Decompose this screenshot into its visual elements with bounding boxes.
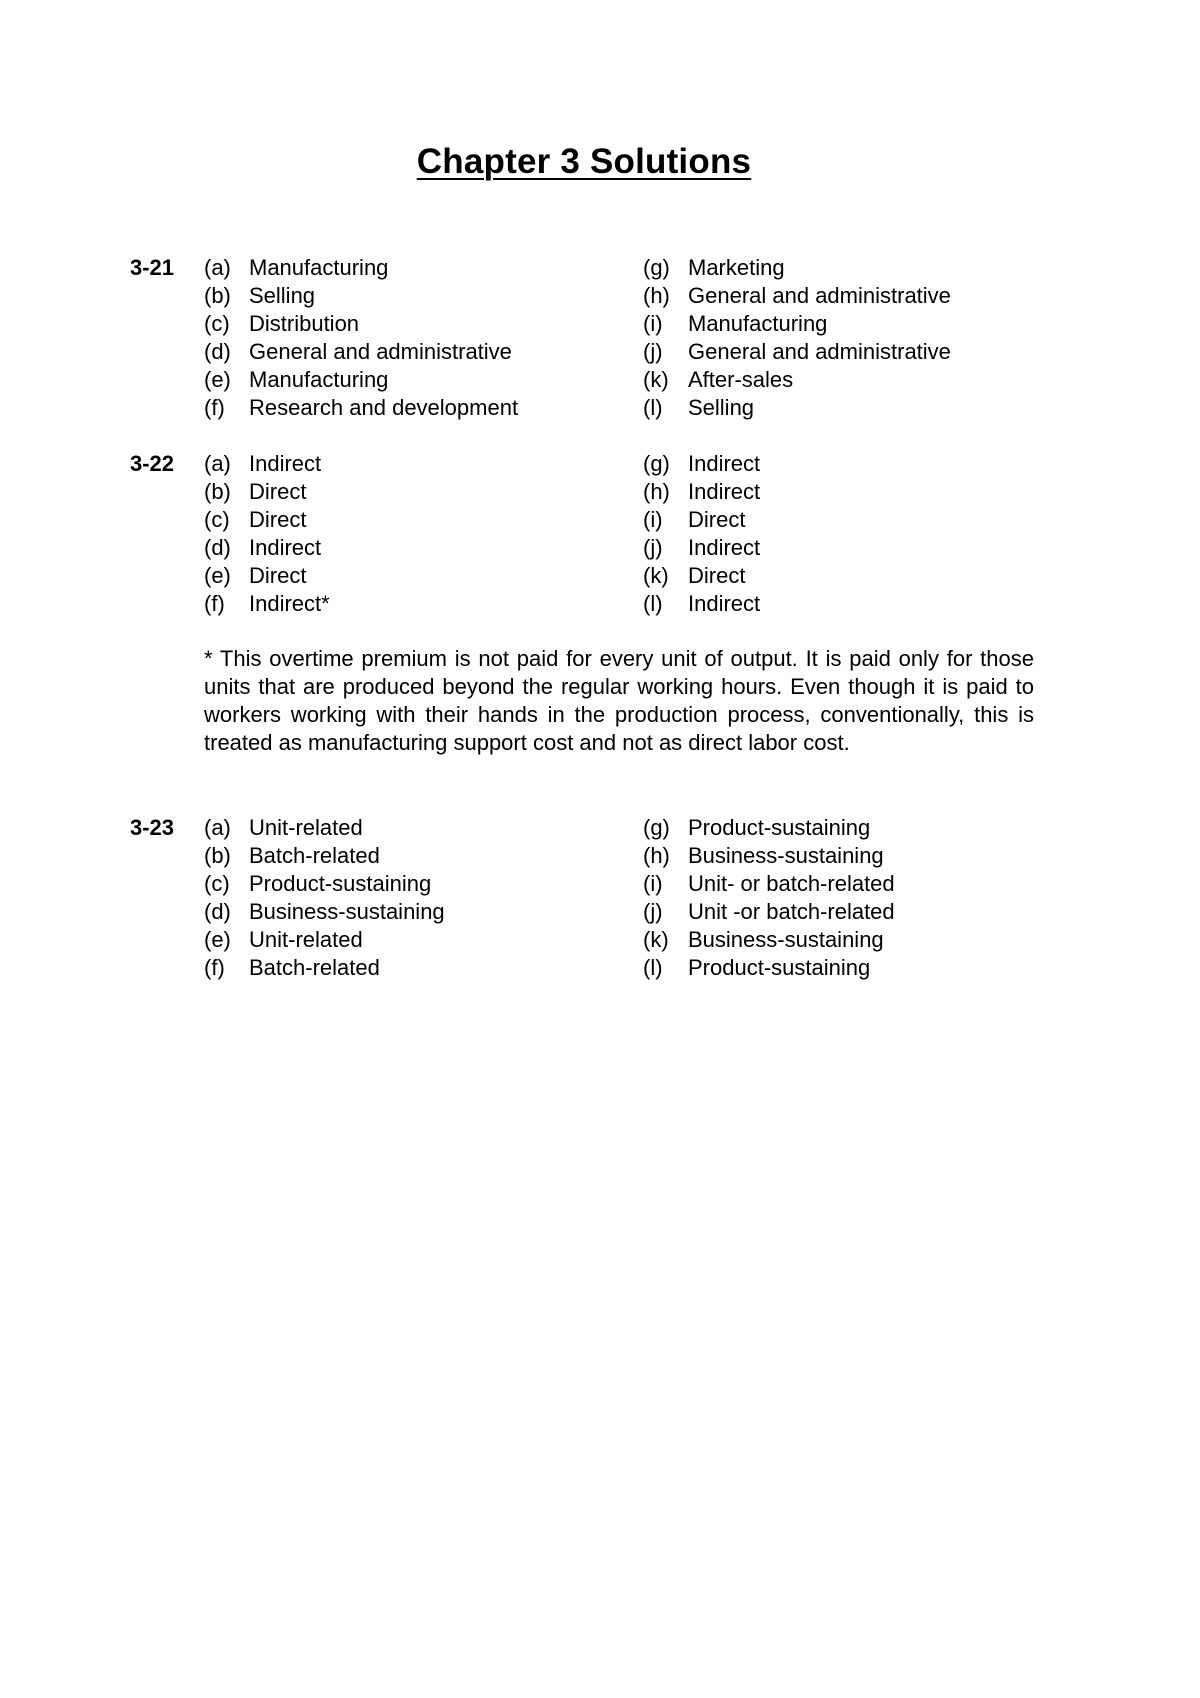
answer-text: Indirect — [688, 451, 761, 476]
answer-item — [204, 954, 445, 982]
answer-letter: (e) — [204, 927, 231, 952]
answer-letter: (d) — [204, 535, 231, 560]
answer-letter: (k) — [643, 563, 669, 588]
answer-text: Manufacturing — [249, 255, 389, 280]
answer-text: Direct — [688, 563, 746, 588]
answer-text: Manufacturing — [249, 367, 389, 392]
answer-text: Batch-related — [249, 843, 380, 868]
answer-item — [204, 310, 518, 338]
answer-item — [204, 534, 330, 562]
answer-text: General and administrative — [688, 339, 951, 364]
answer-text: Indirect* — [249, 591, 330, 616]
answer-column-left — [204, 814, 445, 982]
answer-item — [643, 254, 951, 282]
answer-text: After-sales — [688, 367, 794, 392]
answer-item — [643, 366, 951, 394]
answer-text: Indirect — [249, 535, 322, 560]
answer-letter: (c) — [204, 311, 230, 336]
answer-letter: (c) — [204, 871, 230, 896]
answer-item — [643, 562, 760, 590]
answer-text: Indirect — [688, 535, 761, 560]
answer-item — [643, 954, 895, 982]
answer-column-left — [204, 254, 518, 422]
answer-text: Selling — [688, 395, 755, 420]
answer-item — [643, 478, 760, 506]
answer-letter: (k) — [643, 367, 669, 392]
answer-letter: (b) — [204, 283, 231, 308]
answer-text: Business-sustaining — [688, 927, 884, 952]
answer-item — [204, 394, 518, 422]
answer-text: Direct — [688, 507, 746, 532]
answer-item — [204, 366, 518, 394]
answer-text: Indirect — [688, 479, 761, 504]
answer-text: Unit-related — [249, 927, 363, 952]
answer-letter: (a) — [204, 815, 231, 840]
answer-letter: (e) — [204, 367, 231, 392]
answer-letter: (c) — [204, 507, 230, 532]
answer-column-left — [204, 450, 330, 618]
answer-item — [643, 842, 895, 870]
answer-letter: (g) — [643, 451, 670, 476]
answer-item — [204, 562, 330, 590]
answer-letter: (j) — [643, 339, 663, 364]
answer-text: Product-sustaining — [688, 815, 871, 840]
answer-letter: (j) — [643, 535, 663, 560]
answer-text: Business-sustaining — [688, 843, 884, 868]
answer-letter: (j) — [643, 899, 663, 924]
answer-text: Product-sustaining — [249, 871, 432, 896]
answer-item — [204, 814, 445, 842]
answer-text: General and administrative — [249, 339, 512, 364]
answer-item — [643, 310, 951, 338]
answer-letter: (k) — [643, 927, 669, 952]
answer-letter: (e) — [204, 563, 231, 588]
answer-letter: (g) — [643, 815, 670, 840]
answer-column-right — [643, 814, 895, 982]
section-number: 3-23 — [130, 815, 175, 840]
answer-letter: (l) — [643, 955, 663, 980]
section-number: 3-22 — [130, 451, 175, 476]
answer-item — [204, 842, 445, 870]
answer-item — [643, 282, 951, 310]
answer-text: Distribution — [249, 311, 360, 336]
answer-column-right — [643, 254, 951, 422]
answer-item — [204, 506, 330, 534]
answer-letter: (d) — [204, 339, 231, 364]
answer-letter: (a) — [204, 255, 231, 280]
answer-text: Unit-related — [249, 815, 363, 840]
answer-letter: (i) — [643, 311, 663, 336]
answer-letter: (h) — [643, 479, 670, 504]
answer-letter: (d) — [204, 899, 231, 924]
answer-item — [204, 282, 518, 310]
answer-text: Product-sustaining — [688, 955, 871, 980]
answer-item — [204, 478, 330, 506]
answer-letter: (i) — [643, 871, 663, 896]
answer-text: Indirect — [688, 591, 761, 616]
answer-text: Selling — [249, 283, 316, 308]
answer-letter: (a) — [204, 451, 231, 476]
answer-text: Direct — [249, 479, 307, 504]
answer-item — [643, 450, 760, 478]
answer-text: Indirect — [249, 451, 322, 476]
answer-letter: (l) — [643, 395, 663, 420]
answer-text: Marketing — [688, 255, 785, 280]
answer-text: Direct — [249, 507, 307, 532]
answer-letter: (i) — [643, 507, 663, 532]
answer-item — [643, 394, 951, 422]
answer-item — [204, 450, 330, 478]
answer-item — [643, 870, 895, 898]
answer-item — [643, 534, 760, 562]
answer-item — [204, 898, 445, 926]
answer-item — [204, 926, 445, 954]
answer-item — [643, 814, 895, 842]
answer-text: Manufacturing — [688, 311, 828, 336]
answer-letter: (b) — [204, 843, 231, 868]
answer-text: Direct — [249, 563, 307, 588]
answer-text: Research and development — [249, 395, 519, 420]
answer-text: Batch-related — [249, 955, 380, 980]
answer-letter: (f) — [204, 591, 225, 616]
footnote-overtime-premium: * This overtime premium is not paid for every unit of output. It is paid only for those units that are produced beyond the regular working hours. Even though it is paid to workers working with their hands in the production process, conventionally, this is treated as manufacturing support cost and not as direct labor cost. — [204, 646, 1034, 755]
answer-letter: (b) — [204, 479, 231, 504]
answer-column-right — [643, 450, 760, 618]
answer-item — [643, 898, 895, 926]
answer-letter: (h) — [643, 283, 670, 308]
answer-item — [643, 590, 760, 618]
section-number: 3-21 — [130, 255, 175, 280]
answer-letter: (h) — [643, 843, 670, 868]
answer-item — [204, 870, 445, 898]
answer-item — [204, 254, 518, 282]
answer-text: General and administrative — [688, 283, 951, 308]
answer-letter: (g) — [643, 255, 670, 280]
answer-item — [204, 338, 518, 366]
answer-text: Business-sustaining — [249, 899, 445, 924]
answer-letter: (f) — [204, 395, 225, 420]
answer-item — [643, 506, 760, 534]
answer-item — [643, 338, 951, 366]
answer-letter: (f) — [204, 955, 225, 980]
answer-letter: (l) — [643, 591, 663, 616]
page-title: Chapter 3 Solutions — [416, 142, 752, 181]
answer-text: Unit- or batch-related — [688, 871, 895, 896]
answer-text: Unit -or batch-related — [688, 899, 895, 924]
answer-item — [643, 926, 895, 954]
answer-item — [204, 590, 330, 618]
